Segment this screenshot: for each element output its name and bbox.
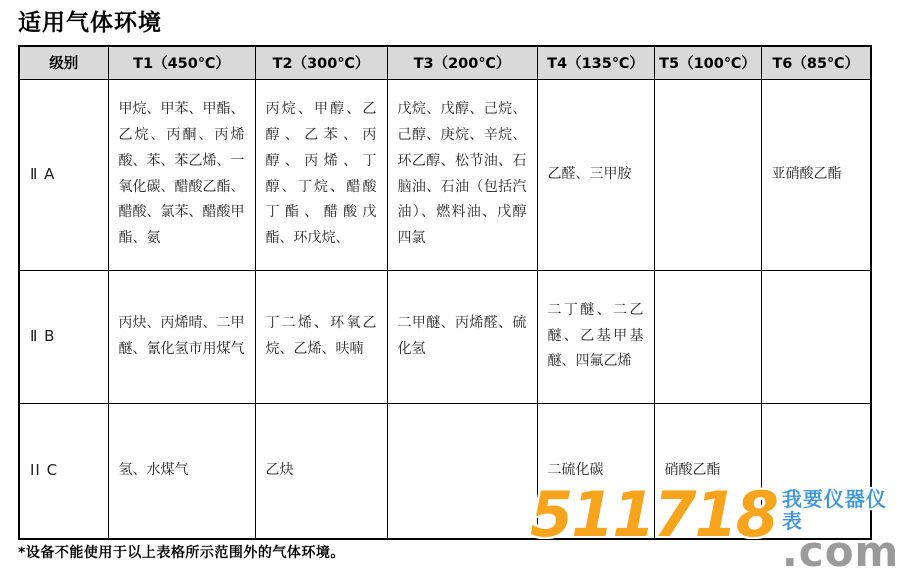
table-row-iic [19, 403, 871, 539]
column-header-t2: T2（300℃） [255, 46, 387, 79]
watermark-domain: .com [781, 527, 900, 576]
cell-iic-t4: 二硫化碳 [537, 403, 654, 539]
cell-iib-t6 [761, 270, 871, 403]
table-header-row [19, 46, 871, 79]
column-header-t4: T4（135℃） [537, 46, 654, 79]
footnote: *设备不能使用于以上表格所示范围外的气体环境。 [18, 545, 345, 561]
cell-iia-t3: 戊烷、戊醇、己烷、己醇、庚烷、辛烷、环乙醇、松节油、石脑油、石油（包括汽油）、燃料油、戊醇四氯 [387, 79, 537, 270]
cell-iic-t6 [761, 403, 871, 539]
column-header-t6: T6（85℃） [761, 46, 871, 79]
table-row-iia [19, 79, 871, 270]
level-label-iia: Ⅱ A [19, 79, 108, 270]
watermark-number: 511718 [530, 478, 777, 551]
watermark-slogan: 我要仪器仪表 [781, 487, 887, 533]
cell-iib-t4: 二丁醚、二乙醚、乙基甲基醚、四氟乙烯 [537, 270, 654, 403]
cell-iib-t1: 丙炔、丙烯晴、二甲醚、氰化氢市用煤气 [108, 270, 255, 403]
cell-iia-t5 [654, 79, 761, 270]
level-label-iic: II C [19, 403, 108, 539]
column-header-level: 级别 [19, 46, 108, 79]
cell-iic-t5: 硝酸乙酯 [654, 403, 761, 539]
table-row-iib [19, 270, 871, 403]
cell-iic-t2: 乙炔 [255, 403, 387, 539]
column-header-t5: T5（100℃） [654, 46, 761, 79]
cell-iib-t2: 丁二烯、环氧乙烷、乙烯、呋喃 [255, 270, 387, 403]
column-header-t3: T3（200℃） [387, 46, 537, 79]
cell-iia-t6: 亚硝酸乙酯 [761, 79, 871, 270]
level-label-iib: Ⅱ B [19, 270, 108, 403]
gas-environment-table [18, 45, 872, 540]
cell-iic-t3 [387, 403, 537, 539]
page-title: 适用气体环境 [18, 10, 162, 36]
cell-iic-t1: 氢、水煤气 [108, 403, 255, 539]
cell-iia-t1: 甲烷、甲苯、甲酯、乙烷、丙酮、丙烯酸、苯、苯乙烯、一氧化碳、醋酸乙酯、醋酸、氯苯、醋酸甲酯、氨 [108, 79, 255, 270]
cell-iia-t2: 丙烷、甲醇、乙醇、乙苯、丙醇、丙烯、丁醇、丁烷、醋酸丁酯、醋酸戊酯、环戊烷、 [255, 79, 387, 270]
cell-iia-t4: 乙醛、三甲胺 [537, 79, 654, 270]
cell-iib-t5 [654, 270, 761, 403]
column-header-t1: T1（450℃） [108, 46, 255, 79]
cell-iib-t3: 二甲醚、丙烯醛、硫化氢 [387, 270, 537, 403]
